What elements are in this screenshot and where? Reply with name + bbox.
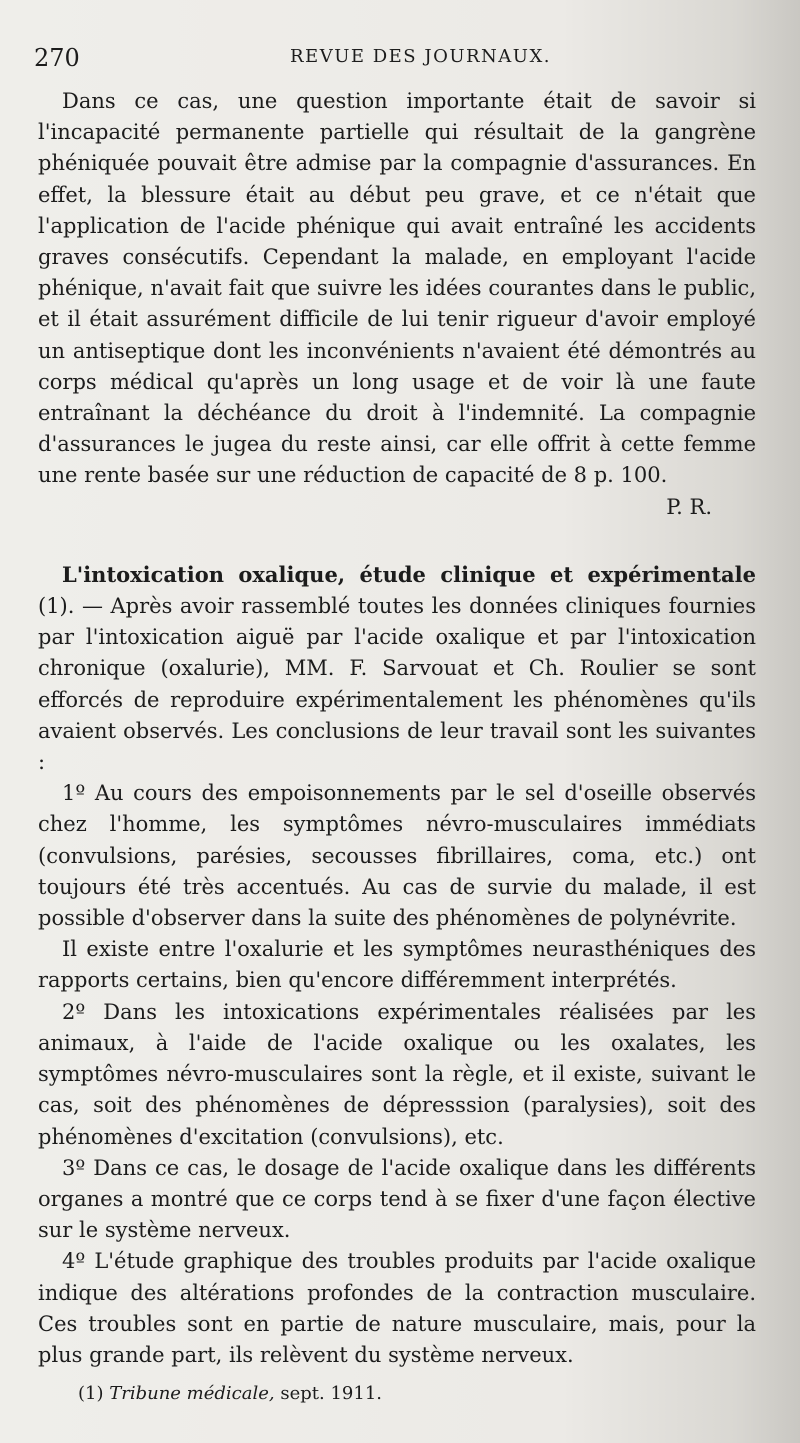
conclusion-4: 4º L'étude graphique des troubles produits par l'acide oxalique indique des altérations profondes de la contraction musculaire. Ces troubles sont en partie de nature musculaire, mais, pour la plus grande part, ils relèvent du système nerveux. xyxy=(38,1249,756,1367)
conclusion-1: 1º Au cours des empoisonnements par le sel d'oseille observés chez l'homme, les symptômes névro-musculaires immédiats (convulsions, parésies, secousses fibrillaires, coma, etc.) ont toujours été très accentués. Au cas de survie du malade, il est possible d'observer dans la suite des phénomènes de polynévrite. xyxy=(38,781,756,931)
author-initials: P. R. xyxy=(666,494,712,519)
page-number: 270 xyxy=(34,44,80,72)
article-intro-text: . — Après avoir rassemblé toutes les données cliniques fournies par l'intoxication aiguë par l'acide oxalique et par l'intoxication chronique (oxalurie), MM. F. Sarvouat et Ch. Roulier se sont efforcés de reproduire expérimentalement les phénomènes qu'ils avaient observés. Les conclusions de leur travail sont les suivantes : xyxy=(38,594,756,775)
body-text xyxy=(38,86,756,1371)
conclusion-1-continued: Il existe entre l'oxalurie et les symptômes neurasthéniques des rapports certains, bien qu'encore différemment interprétés. xyxy=(38,937,756,993)
footnote-marker: (1) xyxy=(78,1383,104,1404)
footnote-date: sept. 1911. xyxy=(280,1383,382,1404)
conclusion-2: 2º Dans les intoxications expérimentales réalisées par les animaux, à l'aide de l'acide oxalique ou les oxalates, les symptômes névro-musculaires sont la règle, et il existe, suivant le cas, soit des phénomènes de dépresssion (paralysies), soit des phénomènes d'excitation (convulsions), etc. xyxy=(38,999,756,1149)
footnote-reference: (1) xyxy=(38,594,68,619)
conclusion-3: 3º Dans ce cas, le dosage de l'acide oxalique dans les différents organes a montré que ce corps tend à se fixer d'une façon élective sur le système nerveux. xyxy=(38,1155,756,1243)
article-title: L'intoxication oxalique, étude clinique et expérimentale xyxy=(62,561,756,587)
footnote xyxy=(78,1383,382,1404)
article-intro-paragraph xyxy=(38,559,756,778)
paragraph-insurance-case: Dans ce cas, une question importante était de savoir si l'incapacité permanente partielle qui résultait de la gangrène phéniquée pouvait être admise par la compagnie d'assurances. En effet, la blessure était au début peu grave, et ce n'était que l'application de l'acide phénique qui avait entraîné les accidents graves consécutifs. Cependant la malade, en employant l'acide phénique, n'avait fait que suivre les idées courantes dans le public, et il était assurément difficile de lui tenir rigueur d'avoir employé un antiseptique dont les inconvénients n'avaient été démontrés au corps médical qu'après un long usage et de voir là une faute entraînant la déchéance du droit à l'indemnité. La compagnie d'assurances le jugea du reste ainsi, car elle offrit à cette femme une rente basée sur une réduction de capacité de 8 p. 100. xyxy=(38,89,756,488)
page-header xyxy=(32,40,760,74)
footnote-source: Tribune médicale, xyxy=(109,1383,275,1404)
running-title: REVUE DES JOURNAUX. xyxy=(290,46,551,67)
